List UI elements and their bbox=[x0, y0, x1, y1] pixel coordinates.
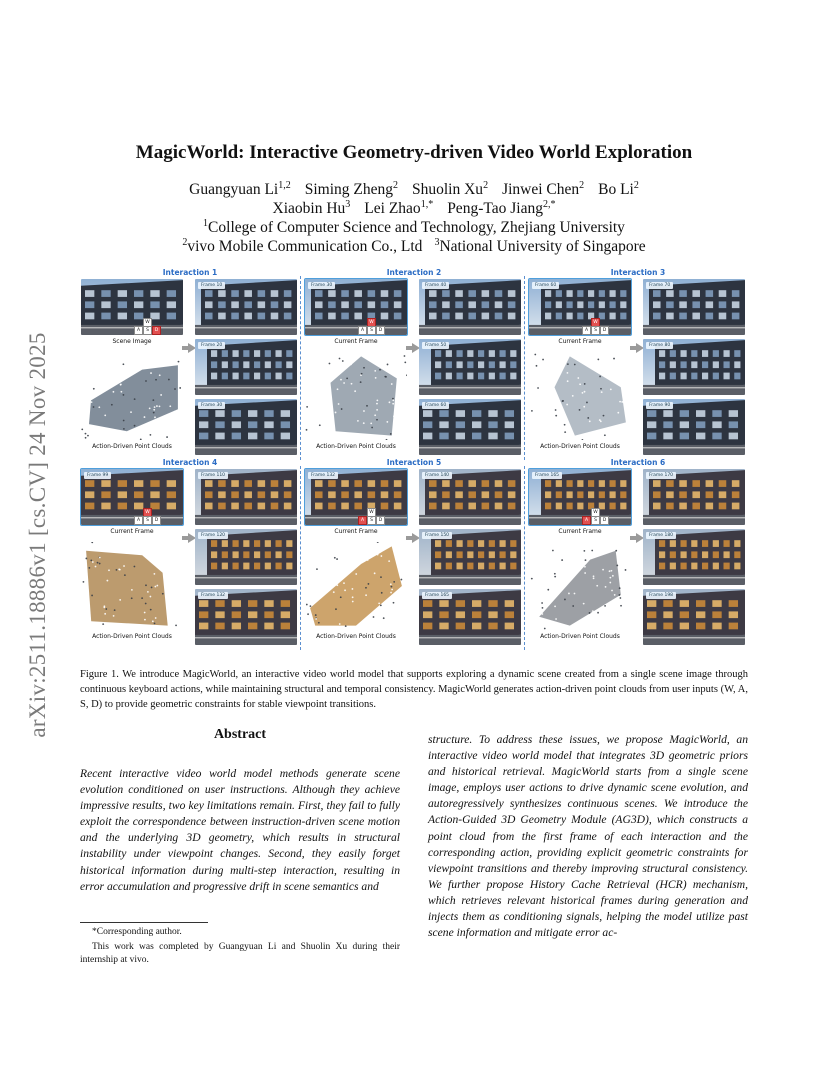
author-affiliation-sup: 2 bbox=[633, 179, 639, 191]
key-d: D bbox=[600, 326, 609, 335]
point-cloud-caption: Action-Driven Point Clouds bbox=[540, 633, 620, 640]
key-s: S bbox=[591, 516, 600, 525]
frame-label: Frame 50 bbox=[422, 342, 449, 349]
generated-frame bbox=[419, 339, 521, 395]
panel-divider bbox=[524, 276, 525, 460]
frame-label: Frame 132 bbox=[308, 472, 338, 479]
point-cloud bbox=[529, 542, 631, 630]
key-s: S bbox=[591, 326, 600, 335]
affiliation-1-text: College of Computer Science and Technology, Zhejiang University bbox=[208, 219, 625, 236]
generated-frame bbox=[195, 339, 297, 395]
wasd-keys bbox=[134, 508, 159, 524]
authors-line-2 bbox=[80, 200, 748, 218]
generated-frame bbox=[195, 589, 297, 645]
point-cloud-render bbox=[529, 352, 631, 440]
source-image bbox=[81, 279, 183, 335]
author bbox=[273, 200, 351, 217]
frame-label: Frame 165 bbox=[422, 592, 452, 599]
interaction-title: Interaction 5 bbox=[386, 458, 442, 467]
panel-divider bbox=[300, 466, 301, 650]
wasd-keys bbox=[358, 318, 383, 334]
author bbox=[364, 200, 433, 217]
interaction-title: Interaction 1 bbox=[162, 268, 218, 277]
generated-frame bbox=[643, 339, 745, 395]
point-cloud-caption: Action-Driven Point Clouds bbox=[92, 633, 172, 640]
point-cloud-caption: Action-Driven Point Clouds bbox=[540, 443, 620, 450]
arxiv-identifier bbox=[20, 295, 56, 775]
abstract-left-column: Recent interactive video world model methods generate scene evolution conditioned on user instructions. Although they achieve impressive results, two key limitations remain. First, they fail to fully exploit the correspondence between instruction-driven scene motion and the underlying 3D geometry, which results in structural instability under viewpoint changes. Second, they easily forget historical information during multi-step interaction, resulting in error accumulation and progressive drift in scene semantics and bbox=[80, 767, 400, 893]
author-name: Xiaobin Hu bbox=[272, 200, 346, 217]
frame-label: Frame 60 bbox=[422, 402, 449, 409]
affiliation-sup: 2 bbox=[182, 236, 188, 248]
frame-label: Frame 20 bbox=[198, 342, 225, 349]
frame-label: Frame 198 bbox=[646, 592, 676, 599]
generated-frame bbox=[419, 589, 521, 645]
frame-label: Frame 180 bbox=[646, 532, 676, 539]
source-caption: Current Frame bbox=[334, 528, 378, 535]
key-w: W bbox=[143, 318, 152, 327]
frame-label: Frame 70 bbox=[646, 282, 673, 289]
point-cloud-render bbox=[305, 542, 407, 630]
author-name: Bo Li bbox=[598, 181, 634, 198]
panel-divider bbox=[300, 276, 301, 460]
affiliation-text: vivo Mobile Communication Co., Ltd bbox=[187, 238, 423, 255]
point-cloud-render bbox=[305, 352, 407, 440]
author bbox=[189, 181, 291, 198]
generated-frame bbox=[643, 529, 745, 585]
author-name: Lei Zhao bbox=[364, 200, 421, 217]
key-w: W bbox=[143, 508, 152, 517]
arxiv-identifier-text: arXiv:2511.18886v1 [cs.CV] 24 Nov 2025 bbox=[25, 332, 50, 738]
footnote-rule bbox=[80, 922, 208, 923]
key-d: D bbox=[152, 326, 161, 335]
point-cloud-caption: Action-Driven Point Clouds bbox=[92, 443, 172, 450]
frame-label: Frame 140 bbox=[422, 472, 452, 479]
author-affiliation-sup: 2 bbox=[393, 179, 398, 191]
author bbox=[447, 200, 555, 217]
author-affiliation-sup: 1,2 bbox=[278, 179, 291, 191]
generated-frame bbox=[419, 399, 521, 455]
source-image bbox=[529, 469, 631, 525]
wasd-keys bbox=[582, 508, 607, 524]
key-w: W bbox=[367, 318, 376, 327]
interaction-panel bbox=[526, 458, 750, 648]
affiliation-1-sup: 1 bbox=[203, 217, 209, 229]
author-name: Peng-Tao Jiang bbox=[447, 200, 543, 217]
key-s: S bbox=[367, 326, 376, 335]
key-w: W bbox=[591, 508, 600, 517]
key-d: D bbox=[376, 516, 385, 525]
panel-divider bbox=[524, 466, 525, 650]
wasd-keys bbox=[134, 318, 159, 334]
affiliation bbox=[182, 238, 422, 255]
frame-label: Frame 165 bbox=[532, 472, 562, 479]
point-cloud-caption: Action-Driven Point Clouds bbox=[316, 633, 396, 640]
generated-frame bbox=[419, 279, 521, 335]
key-a: A bbox=[582, 326, 591, 335]
key-s: S bbox=[143, 326, 152, 335]
author-name: Shuolin Xu bbox=[412, 181, 484, 198]
frame-label: Frame 10 bbox=[198, 282, 225, 289]
author-affiliation-sup: 2 bbox=[483, 179, 489, 191]
key-a: A bbox=[134, 516, 143, 525]
key-s: S bbox=[367, 516, 376, 525]
key-d: D bbox=[152, 516, 161, 525]
frame-label: Frame 30 bbox=[308, 282, 335, 289]
author-affiliation-sup: 2 bbox=[579, 179, 585, 191]
source-image bbox=[81, 469, 183, 525]
interaction-panel bbox=[302, 458, 526, 648]
point-cloud-render bbox=[81, 542, 183, 630]
affiliation-2 bbox=[80, 238, 748, 256]
wasd-keys bbox=[582, 318, 607, 334]
generated-frame bbox=[419, 529, 521, 585]
frame-label: Frame 90 bbox=[646, 402, 673, 409]
interaction-panel bbox=[302, 268, 526, 458]
teaser-figure bbox=[78, 268, 750, 648]
generated-frame bbox=[419, 469, 521, 525]
key-a: A bbox=[582, 516, 591, 525]
affiliation-text: National University of Singapore bbox=[439, 238, 646, 255]
frame-label: Frame 120 bbox=[198, 532, 228, 539]
key-a: A bbox=[358, 516, 367, 525]
key-d: D bbox=[600, 516, 609, 525]
point-cloud bbox=[529, 352, 631, 440]
authors-line-1 bbox=[80, 181, 748, 199]
interaction-title: Interaction 6 bbox=[610, 458, 666, 467]
generated-frame bbox=[195, 529, 297, 585]
abstract-right-column: structure. To address these issues, we propose MagicWorld, an interactive video world model that integrates 3D geometric priors and historical retrieval. MagicWorld starts from a single scene image, employs user actions to drive dynamic scene evolution, and autoregressively synthesizes continuous scenes. We introduce the Action-Guided 3D Geometry Module (AG3D), which constructs a point cloud from the first frame of each interaction and the corresponding action, providing explicit geometric constraints for viewpoint transitions and thereby improving structural consistency. We further propose History Cache Retrieval (HCR) mechanism, which retrieves relevant historical frames during generation and injects them as conditioning signals, helping the model utilize past scene information and mitigate error ac- bbox=[428, 733, 748, 940]
source-image bbox=[305, 279, 407, 335]
interaction-title: Interaction 4 bbox=[162, 458, 218, 467]
key-s: S bbox=[143, 516, 152, 525]
author-affiliation-sup: 1,* bbox=[420, 198, 434, 210]
footnote-corresponding: *Corresponding author. bbox=[92, 927, 182, 937]
generated-frame bbox=[643, 469, 745, 525]
frame-label: Frame 99 bbox=[84, 472, 111, 479]
source-caption: Current Frame bbox=[334, 338, 378, 345]
key-a: A bbox=[134, 326, 143, 335]
author-affiliation-sup: 3 bbox=[345, 198, 351, 210]
frame-label: Frame 80 bbox=[646, 342, 673, 349]
frame-label: Frame 170 bbox=[646, 472, 676, 479]
author-name: Jinwei Chen bbox=[502, 181, 580, 198]
key-w: W bbox=[591, 318, 600, 327]
point-cloud bbox=[81, 352, 183, 440]
source-image bbox=[529, 279, 631, 335]
generated-frame bbox=[643, 279, 745, 335]
author bbox=[305, 181, 398, 198]
affiliation-1 bbox=[80, 219, 748, 237]
interaction-panel bbox=[78, 268, 302, 458]
point-cloud-caption: Action-Driven Point Clouds bbox=[316, 443, 396, 450]
frame-label: Frame 40 bbox=[422, 282, 449, 289]
abstract-heading: Abstract bbox=[213, 727, 267, 742]
frame-label: Frame 110 bbox=[198, 472, 228, 479]
wasd-keys bbox=[358, 508, 383, 524]
author bbox=[598, 181, 639, 198]
generated-frame bbox=[195, 399, 297, 455]
author bbox=[412, 181, 488, 198]
frame-label: Frame 132 bbox=[198, 592, 228, 599]
interaction-title: Interaction 2 bbox=[386, 268, 442, 277]
point-cloud bbox=[81, 542, 183, 630]
source-caption: Current Frame bbox=[558, 338, 602, 345]
author bbox=[502, 181, 584, 198]
interaction-panel bbox=[526, 268, 750, 458]
street-scene-photo bbox=[81, 279, 183, 335]
generated-frame bbox=[195, 469, 297, 525]
key-d: D bbox=[376, 326, 385, 335]
interaction-panel bbox=[78, 458, 302, 648]
point-cloud-render bbox=[529, 542, 631, 630]
point-cloud bbox=[305, 352, 407, 440]
generated-frame bbox=[643, 589, 745, 645]
frame-label: Frame 30 bbox=[198, 402, 225, 409]
paper-title: MagicWorld: Interactive Geometry-driven Video World Exploration bbox=[135, 142, 693, 163]
source-caption: Current Frame bbox=[110, 528, 154, 535]
figure-caption: Figure 1. We introduce MagicWorld, an interactive video world model that supports exploring a dynamic scene created from a single scene image through continuous keyboard actions, while maintaining structural and temporal consistency. MagicWorld generates action-driven point clouds from user inputs (W, A, S, D) to provide geometric constraints for stable viewpoint transitions. bbox=[80, 669, 748, 710]
author-affiliation-sup: 2,* bbox=[542, 198, 556, 210]
generated-frame bbox=[195, 279, 297, 335]
source-caption: Scene Image bbox=[112, 338, 152, 345]
interaction-title: Interaction 3 bbox=[610, 268, 666, 277]
source-caption: Current Frame bbox=[558, 528, 602, 535]
generated-frame bbox=[643, 399, 745, 455]
point-cloud bbox=[305, 542, 407, 630]
author-name: Guangyuan Li bbox=[189, 181, 279, 198]
key-w: W bbox=[367, 508, 376, 517]
affiliation-sup: 3 bbox=[434, 236, 440, 248]
frame-label: Frame 150 bbox=[422, 532, 452, 539]
frame-label: Frame 60 bbox=[532, 282, 559, 289]
key-a: A bbox=[358, 326, 367, 335]
affiliation bbox=[434, 238, 645, 255]
source-image bbox=[305, 469, 407, 525]
footnote-internship: This work was completed by Guangyuan Li and Shuolin Xu during their internship at vivo. bbox=[80, 942, 400, 965]
author-name: Siming Zheng bbox=[304, 181, 393, 198]
point-cloud-render bbox=[81, 352, 183, 440]
